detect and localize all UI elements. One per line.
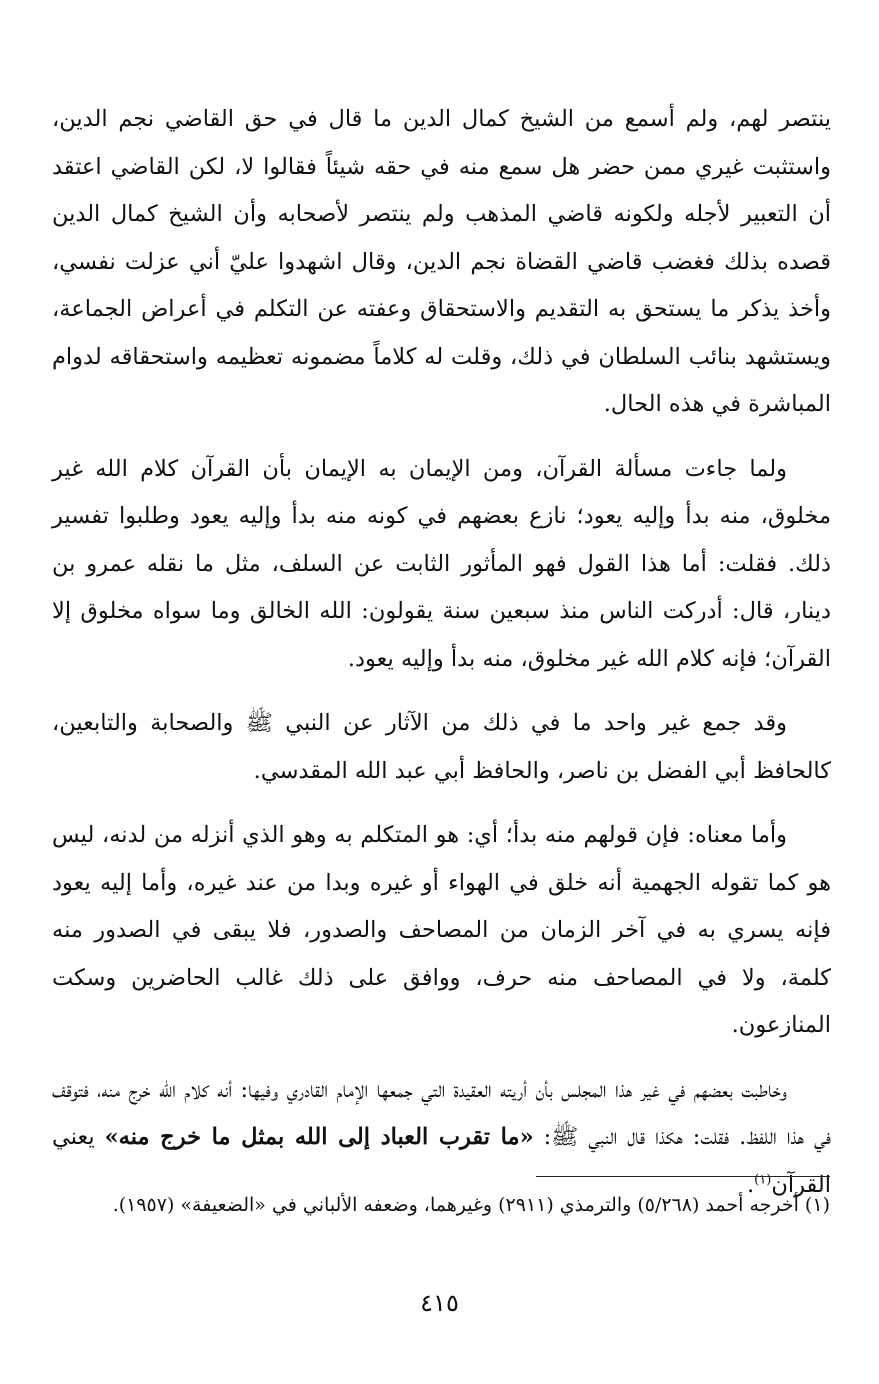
paragraph-5-end: . — [747, 1171, 755, 1198]
paragraph-5-tail: يعني القرآن — [52, 1124, 831, 1198]
paragraph-3: وقد جمع غير واحد ما في ذلك من الآثار عن النبي ﷺ والصحابة والتابعين، كالحافظ أبي الفضل بن ناصر، والحافظ أبي عبد الله المقدسي. — [52, 710, 831, 784]
paragraph-2: ولما جاءت مسألة القرآن، ومن الإيمان به الإيمان بأن القرآن كلام الله غير مخلوق، منه بدأ وإليه يعود؛ نازع بعضهم في كونه منه بدأ وإليه يعود وطلبوا تفسير ذلك. فقلت: أما هذا القول فهو المأثور الثابت عن السلف، مثل ما نقله عمرو بن دينار، قال: أدركت الناس منذ سبعين سنة يقولون: الله الخالق وما سواه مخلوق إلا القرآن؛ فإنه كلام الله غير مخلوق، منه بدأ وإليه يعود. — [52, 455, 831, 672]
footnote: (١) أخرجه أحمد (٥/٢٦٨) والترمذي (٢٩١١) وغيرهما، وضعفه الألباني في «الضعيفة» (١٩٥٧). — [112, 1194, 830, 1216]
paragraph-1: ينتصر لهم، ولم أسمع من الشيخ كمال الدين ما قال في حق القاضي نجم الدين، واستثبت غيري ممن حضر هل سمع منه في حقه شيئاً فقالوا لا، لكن القاضي اعتقد أن التعبير لأجله ولكونه قاضي المذهب ولم ينتصر لأصحابه وأن الشيخ كمال الدين قصده بذلك فغضب قاضي القضاة نجم الدين، وقال اشهدوا عليّ أني عزلت نفسي، وأخذ يذكر ما يستحق به التقديم والاستحقاق وعفته عن التكلم في أعراض الجماعة، ويستشهد بنائب السلطان في ذلك، وقلت له كلاماً مضمونه تعظيمه واستحقاقه لدوام المباشرة في هذه الحال. — [52, 106, 831, 417]
page-number: ٤١٥ — [420, 1289, 459, 1317]
footnote-marker: (١) — [754, 1172, 772, 1187]
footnote-divider — [536, 1176, 830, 1177]
paragraph-4: وأما معناه: فإن قولهم منه بدأ؛ أي: هو المتكلم به وهو الذي أنزله من لدنه، ليس هو كما تقوله الجهمية أنه خلق في الهواء أو غيره وبدا من عند غيره، وأما إليه يعود فإنه يسري به في آخر الزمان من المصاحف والصدور، فلا يبقى في الصدور منه كلمة، ولا في المصاحف منه حرف، ووافق على ذلك غالب الحاضرين وسكت المنازعون. — [52, 822, 831, 1038]
hadith-quote: «ما تقرب العباد إلى الله بمثل ما خرج منه» — [104, 1124, 534, 1150]
paragraph-5-text: وخاطبت بعضهم في غير هذا المجلس بأن أريته العقيدة التي جمعها الإمام القادري وفيها: أنه كلام الله خرج منه، فتوقف في هذا اللفظ. فقلت: هكذا قال النبي ﷺ: — [52, 1076, 831, 1150]
